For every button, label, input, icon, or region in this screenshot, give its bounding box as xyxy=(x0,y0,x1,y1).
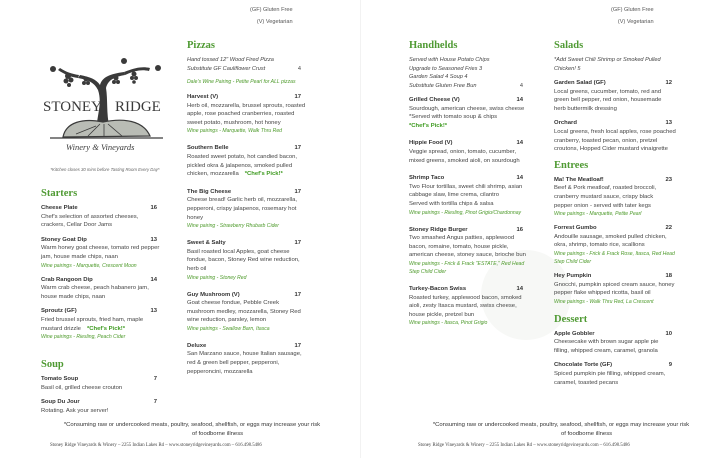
item-price: 10 xyxy=(665,330,672,337)
section-intro xyxy=(187,56,307,73)
wine-pairing: Wine pairings - Frick & Frack Rose, Itasca, Red Head xyxy=(554,250,675,257)
item-name: Guy Mushroom (V) xyxy=(187,291,240,298)
item-description-line: Served with tortilla chips & salsa xyxy=(409,200,494,207)
item-name: Sproutz (GF) xyxy=(41,308,77,315)
item-price: 16 xyxy=(150,205,157,211)
item-description-line: cranberry, toasted pecan, onion, pretzel xyxy=(554,137,658,144)
item-description-line: herb buttermilk dressing xyxy=(554,105,617,112)
intro-price: 4 xyxy=(519,82,523,89)
menu-item xyxy=(187,342,307,376)
item-description-line: aioli, zesty Itasca mustard, swiss cheese, xyxy=(409,303,517,310)
item-description-line: Andouille sausage, smoked pulled chicken, xyxy=(554,233,667,240)
section-heading: Entrees xyxy=(554,159,589,171)
description-text: chicken, mozzarella xyxy=(187,171,239,178)
item-description-line: Cheesecake with brown sugar apple pie xyxy=(554,339,659,346)
item-description-line: Chef's selection of assorted cheeses, xyxy=(41,213,139,220)
item-name: Shrimp Taco xyxy=(409,175,445,182)
item-price: 22 xyxy=(665,225,672,232)
section-heading: Handhelds xyxy=(409,40,458,51)
intro-line: Upgrade to Seasoned Fries 3 xyxy=(409,65,483,72)
stoney-ridge-logo xyxy=(38,52,173,152)
menu-item xyxy=(554,176,678,218)
item-name: Deluxe xyxy=(187,342,207,349)
wine-pairing: Wine pairing - Strawberry Rhubarb Cider xyxy=(187,223,279,230)
food-safety-warning xyxy=(42,421,342,439)
item-description-line: Roasted turkey, applewood bacon, smoked xyxy=(409,294,522,301)
item-description-line: sweet potato, mushroom, hot honey xyxy=(187,119,281,126)
item-name: Soup Du Jour xyxy=(41,399,80,406)
item-description-line: mixed greens, smoked aioli, on sourdough xyxy=(409,157,520,164)
item-price: 18 xyxy=(665,272,672,279)
item-description-line xyxy=(187,170,307,179)
item-description-line: Local greens, fresh local apples, rose poached xyxy=(554,128,676,135)
item-description-line: house made chips, naan xyxy=(41,293,106,300)
item-description-line: Basil oil, grilled cheese crouton xyxy=(41,384,123,391)
item-description-line: green bell pepper, red onion, housemade xyxy=(554,97,662,104)
menu-item xyxy=(187,291,307,333)
item-description-line: red & green bell pepper, pepperoni, xyxy=(187,360,280,367)
item-description-line: Rotating. Ask your server! xyxy=(41,407,109,414)
item-name: Crab Rangoon Dip xyxy=(41,276,93,283)
item-name: Stoney Goat Dip xyxy=(41,236,87,243)
item-name: Stoney Ridge Burger xyxy=(409,226,468,233)
item-name: Garden Salad (GF) xyxy=(554,80,606,86)
item-price: 12 xyxy=(665,80,672,86)
column-pizzas xyxy=(187,40,307,385)
menu-item xyxy=(409,139,529,165)
warning-line1: *Consuming raw or undercooked meats, poultry, seafood, shellfish, or eggs may increase your risk xyxy=(432,422,690,428)
wine-pairing: Wine pairings - Riesling, Peach Cider xyxy=(41,334,126,341)
section-intro xyxy=(409,56,529,90)
item-description-line: *Served with tomato soup & chips xyxy=(409,114,498,121)
item-description-line: caramel, toasted pecans xyxy=(554,379,619,386)
intro-price: 4 xyxy=(297,65,301,72)
item-description-line: jam, house made chips, naan xyxy=(41,253,118,260)
chefs-pick-badge: *Chef's Pick!* xyxy=(409,122,448,129)
item-name: Orchard xyxy=(554,120,577,127)
item-name: Sweet & Salty xyxy=(187,240,226,247)
logo-name1: STONEY xyxy=(43,99,102,115)
menu-item xyxy=(187,144,307,178)
warning-line2: of foodborne illness xyxy=(561,431,613,437)
column-handhelds xyxy=(409,40,529,336)
menu-item xyxy=(41,276,163,302)
menu-section xyxy=(409,40,529,327)
wine-pairing-note: Dale's Wine Pairing - Petite Pearl for ALL pizzas xyxy=(187,79,296,85)
item-name: Hey Pumpkin xyxy=(554,272,592,279)
item-name: Turkey-Bacon Swiss xyxy=(409,285,467,292)
item-description-line: honey xyxy=(187,214,204,221)
item-description-line: Warm honey goat cheese, tomato red pepper xyxy=(41,245,160,252)
item-description-line: Sourdough, american cheese, swiss cheese xyxy=(409,105,525,112)
intro-line: Substitute GF Cauliflower Crust xyxy=(187,65,266,72)
item-price: 17 xyxy=(294,240,301,247)
item-price: 17 xyxy=(294,94,301,100)
item-description-line xyxy=(41,325,163,334)
item-description-line: pickled okra & jalapenos, smoked pulled xyxy=(187,162,293,169)
item-price: 23 xyxy=(665,176,672,183)
item-description-line: Two smashed Angus patties, applewood xyxy=(409,235,515,242)
item-description-line: Herb oil, mozzarella, brussel sprouts, roasted xyxy=(187,102,306,109)
wine-pairing: Wine pairings - Marquette, Crescent Moon xyxy=(41,262,137,269)
wine-pairing: Wine pairings - Marquette, Petite Pearl xyxy=(554,211,642,218)
item-description-line: Beef & Pork meatloaf, roasted broccoli, xyxy=(554,185,657,192)
item-description-line: Cheese bread! Garlic herb oil, mozzarella, xyxy=(187,197,298,204)
item-name: Grilled Cheese (V) xyxy=(409,97,460,103)
legend-gf: (GF) Gluten Free xyxy=(611,7,654,13)
item-description-line: Two Flour tortillas, sweet chili shrimp, asian xyxy=(409,183,523,190)
wine-pairing: Wine pairings - Itasca, Pinot Grigio xyxy=(409,320,488,327)
legend-gf: (GF) Gluten Free xyxy=(250,7,293,13)
item-description-line: bacon, romaine, tomato, house pickle, xyxy=(409,243,509,250)
wine-pairing: Step Child Cider xyxy=(409,268,447,275)
item-description-line: pepperoncini, mozzarella xyxy=(187,368,253,375)
menu-item xyxy=(409,226,529,276)
menu-section xyxy=(554,160,678,306)
item-description-line: pepper onion - served with tater kegs xyxy=(554,202,651,209)
section-heading: Soup xyxy=(41,359,64,371)
warning-line2: of foodborne illness xyxy=(192,431,244,437)
wine-pairing: Wine pairings - Walk Thru Red, La Crescent xyxy=(554,298,654,305)
address-footer: Stoney Ridge Vineyards & Winery – 2255 Indian Lakes Rd – www.stoneyridgevineyards.com – 616.498.5486 xyxy=(418,443,630,448)
item-description-line: apple, rose poached cranberries, roasted xyxy=(187,111,295,118)
item-price: 17 xyxy=(294,342,301,349)
intro-line: Hand tossed 12" Wood Fired Pizza xyxy=(187,57,274,63)
menu-item xyxy=(41,204,163,230)
intro-line: Chicken! 5 xyxy=(554,65,581,72)
intro-line: Substitute Gluten Free Bun xyxy=(409,82,477,89)
column-starters-soup xyxy=(41,188,163,422)
wine-pairing: Wine pairings - Marquette, Walk Thru Red xyxy=(187,128,282,135)
intro-line: *Add Sweet Chili Shrimp or Smoked Pulled xyxy=(554,57,661,63)
menu-item xyxy=(554,119,678,153)
item-description-line: pepperoni, crispy jalapenos, rosemary hot xyxy=(187,205,297,212)
menu-section xyxy=(187,40,307,376)
menu-item xyxy=(409,96,529,130)
item-price: 16 xyxy=(516,226,523,233)
item-description-line: crackers, Cellar Door Jams xyxy=(41,222,113,229)
item-name: Hippie Food (V) xyxy=(409,140,453,147)
menu-item xyxy=(41,398,163,415)
legend xyxy=(250,4,293,28)
item-description-line: Basil roasted local Apples, goat cheese xyxy=(187,248,290,255)
item-description-line: Veggie spread, onion, tomato, cucumber, xyxy=(409,148,517,155)
item-name: Forrest Gumbo xyxy=(554,225,597,232)
kitchen-hours-note: *Kitchen closes 30 mins before Tasting Room Every Day* xyxy=(50,167,160,172)
item-description-line: filling, whipped cream, caramel, granola xyxy=(554,347,658,354)
chefs-pick-badge: *Chef's Pick!* xyxy=(86,325,126,332)
legend xyxy=(611,4,654,28)
column-salads-entrees-dessert xyxy=(554,40,678,393)
item-name: Chocolate Torte (GF) xyxy=(554,362,613,369)
wine-pairing: Wine pairings - Riesling, Pinot Grigio/Chardonnay xyxy=(409,209,522,216)
address-footer: Stoney Ridge Vineyards & Winery – 2255 Indian Lakes Rd – www.stoneyridgevineyards.com – 616.498.5486 xyxy=(50,443,262,448)
item-description-line: american cheese, stoney sauce, brioche bun xyxy=(409,252,526,259)
item-name: Cheese Plate xyxy=(41,205,78,211)
menu-item xyxy=(41,307,163,341)
logo-name2: RIDGE xyxy=(115,99,161,115)
item-price: 14 xyxy=(150,276,157,283)
item-name: Ma! The Meatloaf! xyxy=(554,176,604,183)
item-name: Southern Belle xyxy=(187,145,229,152)
item-description-line: cranberry mustard sauce, crispy black xyxy=(554,193,654,200)
item-price: 17 xyxy=(294,291,301,298)
section-heading: Pizzas xyxy=(187,40,215,51)
item-name: Apple Gobbler xyxy=(554,330,595,337)
item-description-line: Fried brussel sprouts, fried ham, maple xyxy=(41,316,144,323)
item-description-line: San Marzano sauce, house Italian sausage, xyxy=(187,351,302,358)
item-price: 17 xyxy=(294,188,301,195)
item-price: 13 xyxy=(665,120,672,127)
wine-pairing: Wine pairings - Frick & Frack "ESTATE," Red Head xyxy=(409,260,525,267)
menu-item xyxy=(554,361,678,387)
section-intro xyxy=(554,56,678,73)
item-description-line: house pickle, pretzel bun xyxy=(409,311,475,318)
chefs-pick-badge: *Chef's Pick!* xyxy=(244,171,283,178)
menu-item xyxy=(554,224,678,266)
menu-item xyxy=(41,375,163,392)
item-description-line: herb oil xyxy=(187,265,207,272)
intro-line: Served with House Potato Chips xyxy=(409,57,490,63)
section-heading: Salads xyxy=(554,40,584,51)
menu-section xyxy=(41,188,163,341)
menu-section xyxy=(554,40,678,154)
item-price: 14 xyxy=(516,175,523,182)
description-text: mustard drizzle xyxy=(41,325,81,332)
item-price: 13 xyxy=(150,308,157,315)
logo-tagline: Winery & Vineyards xyxy=(66,142,135,152)
legend-v: (V) Vegetarian xyxy=(617,19,654,25)
item-price: 17 xyxy=(294,145,301,152)
menu-item xyxy=(554,79,678,113)
item-description-line: pepper flake whipped ricotta, basil oil xyxy=(554,290,651,297)
menu-page-right xyxy=(360,0,720,458)
item-name: Tomato Soup xyxy=(41,376,79,383)
menu-item xyxy=(187,93,307,135)
item-price: 7 xyxy=(153,376,157,383)
menu-item xyxy=(187,239,307,281)
menu-item xyxy=(554,272,678,306)
item-description-line: wine reduction, parsley, lemon xyxy=(187,317,267,324)
menu-section xyxy=(41,359,163,415)
item-description-line: fondue, bacon, Stoney Red wine reduction, xyxy=(187,257,300,264)
item-price: 9 xyxy=(668,362,672,369)
item-description-line: mushroom medley, mozzarella, Stoney Red xyxy=(187,308,301,315)
section-heading: Starters xyxy=(41,188,78,199)
item-price: 14 xyxy=(516,97,523,103)
item-description-line: Gnocchi, pumpkin spiced cream sauce, honey xyxy=(554,281,675,288)
warning-line1: *Consuming raw or undercooked meats, poultry, seafood, shellfish, or eggs may increase your risk xyxy=(63,422,321,428)
item-price: 13 xyxy=(150,236,157,243)
menu-item xyxy=(409,174,529,216)
menu-item xyxy=(187,188,307,230)
legend-v: (V) Vegetarian xyxy=(256,19,293,25)
food-safety-warning xyxy=(411,421,711,439)
item-name: Harvest (V) xyxy=(187,94,219,100)
item-description-line: Local greens, cucumber, tomato, red and xyxy=(554,88,662,95)
menu-item xyxy=(409,285,529,327)
item-description-line: Spiced pumpkin pie filling, whipped cream, xyxy=(554,371,666,378)
item-description-line: cabbage slaw, lime crema, cilantro xyxy=(409,192,500,199)
menu-item xyxy=(41,236,163,270)
menu-item xyxy=(554,330,678,356)
wine-pairing: Step Child Cider xyxy=(554,258,592,265)
intro-line: Garden Salad 4 Soup 4 xyxy=(409,74,468,80)
item-description-line: okra, shrimp, tomato rice, scallions xyxy=(554,242,645,249)
item-description-line: Roasted sweet potato, hot candied bacon, xyxy=(187,153,298,160)
item-description-line: Warm crab cheese, peach habanero jam, xyxy=(41,285,149,292)
item-price: 7 xyxy=(153,399,157,406)
item-name: The Big Cheese xyxy=(187,188,232,195)
section-heading: Dessert xyxy=(554,313,588,325)
item-price: 14 xyxy=(516,140,523,147)
item-description-line: croutons, Hopped Cider mustard vinaigrette xyxy=(554,146,668,153)
wine-pairing: Wine pairings - Swallow Barn, Itasca xyxy=(187,325,270,332)
wine-pairing: Wine pairing - Stoney Red xyxy=(187,274,247,281)
item-description-line: Goat cheese fondue, Pebble Creek xyxy=(187,300,280,307)
menu-section xyxy=(554,314,678,388)
item-price: 14 xyxy=(516,285,523,292)
